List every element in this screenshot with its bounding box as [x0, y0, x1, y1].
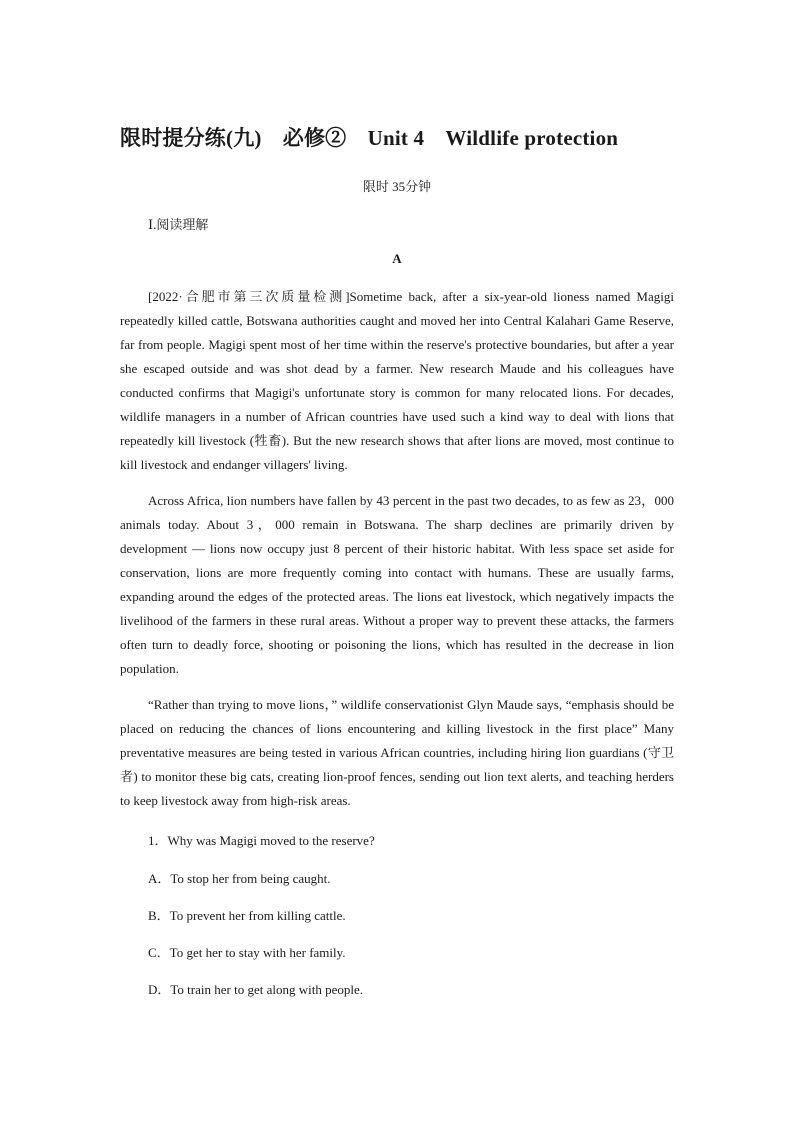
worksheet-title: 限时提分练(九) 必修② Unit 4 Wildlife protection: [120, 126, 619, 150]
question-option-b: B．To prevent her from killing cattle.: [148, 908, 346, 923]
section-heading: Ⅰ.阅读理解: [148, 217, 209, 232]
question-stem: 1．Why was Magigi moved to the reserve?: [148, 833, 375, 848]
passage-paragraph-3: “Rather than trying to move lions，” wildlife conservationist Glyn Maude says, “emphasis should be placed on reducing the chances of lions encountering and killing livestock in the first place” Many preventative measures are being tested in various African countries, including hiring lion guardians (守卫者) to monitor these big cats, creating lion-proof fences, sending out lion text alerts, and teaching herders to keep livestock away from high-risk areas.: [120, 697, 674, 808]
question-option-d: D．To train her to get along with people.: [148, 982, 363, 997]
question-option-a: A．To stop her from being caught.: [148, 871, 331, 886]
passage-paragraph-2: Across Africa, lion numbers have fallen by 43 percent in the past two decades, to as few as 23，000 animals today. About 3，000 remain in Botswana. The sharp declines are primarily driven by development — lions now occupy just 8 percent of their historic habitat. With less space set aside for conservation, lions are more frequently coming into contact with humans. These are usually farms, expanding around the edges of the protected areas. The lions eat livestock, which negatively impacts the livelihood of the farmers in these rural areas. Without a proper way to prevent these attacks, the farmers often turn to deadly force, shooting or poisoning the lions, which has resulted in the decrease in lion population.: [120, 493, 674, 676]
question-option-c: C．To get her to stay with her family.: [148, 945, 346, 960]
time-limit: 限时 35分钟: [362, 179, 432, 194]
passage-paragraph-1: [2022·合肥市第三次质量检测]Sometime back, after a six-year-old lioness named Magigi repeatedly killed cattle, Botswana authorities caught and moved her into Central Kalahari Game Reserve, far from people. Magigi spent most of her time within the reserve's protective boundaries, but after a year she escaped outside and was shot dead by a farmer. New research Maude and his colleagues have conducted confirms that Magigi's unfortunate story is common for many relocated lions. For decades, wildlife managers in a number of African countries have used such a kind way to deal with lions that repeatedly kill livestock (牲畜). But the new research shows that after lions are moved, most continue to kill livestock and endanger villagers' living.: [120, 289, 674, 472]
passage-label: A: [392, 251, 402, 266]
